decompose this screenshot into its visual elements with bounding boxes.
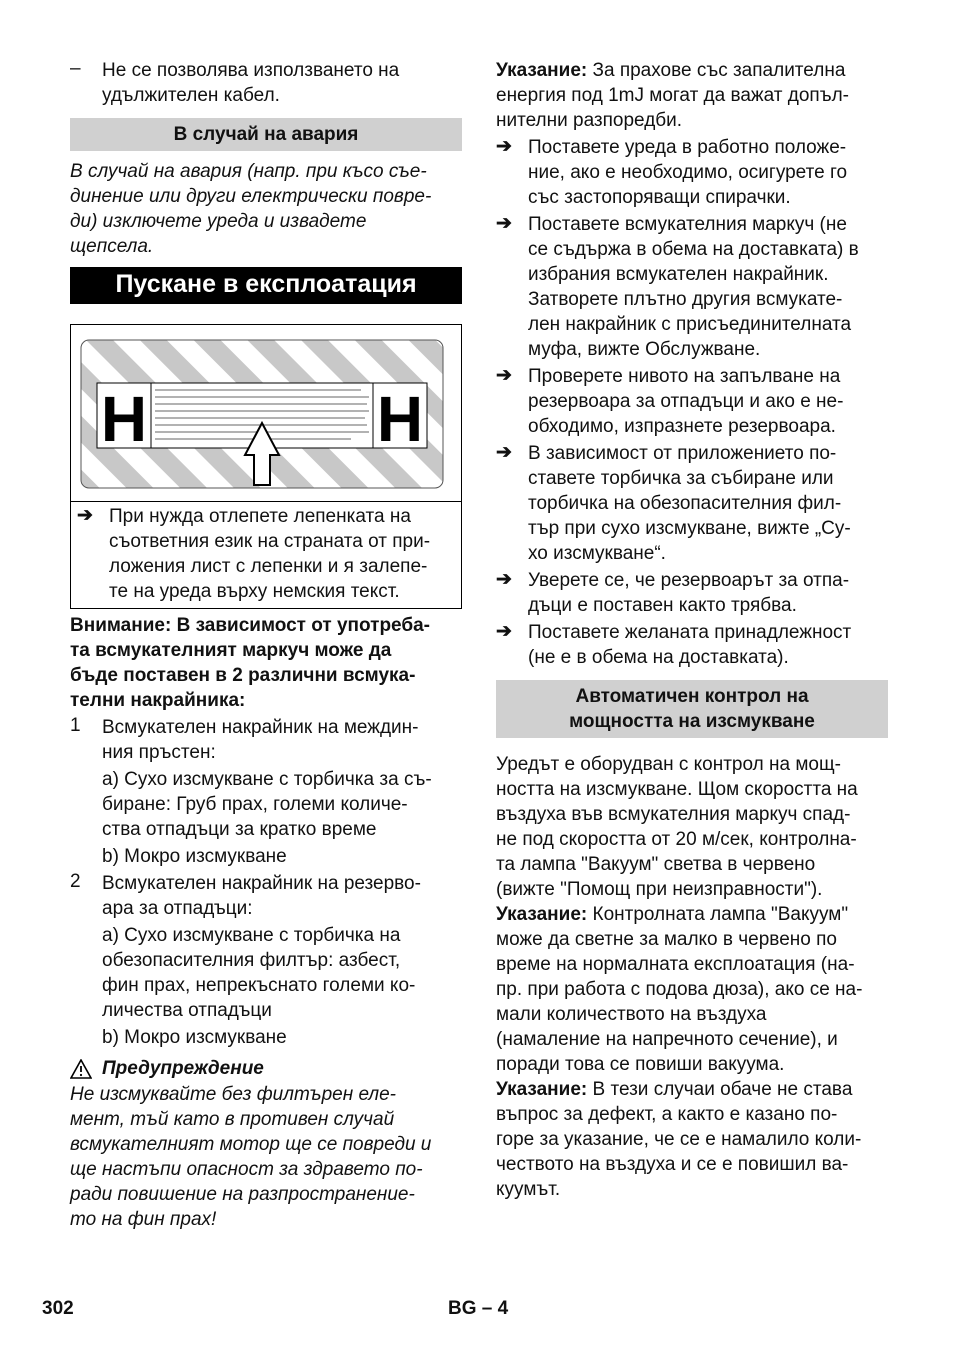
step-item: ➔ Проверете нивото на запълване на резервоара за отпадъци и ако е не- обходимо, изпразнете резервоара. xyxy=(496,365,844,437)
step-item: ➔ Поставете уреда в работно положе- ние, ако е необходимо, осигурете го със застопоряващи спирачки. xyxy=(496,136,848,208)
right-column xyxy=(496,58,888,1202)
arrow-right-icon: ➔ xyxy=(496,136,512,157)
emergency-heading: В случай на авария xyxy=(70,118,462,151)
dash-mark: – xyxy=(70,58,81,79)
section-label: BG – 4 xyxy=(448,1298,509,1319)
note-vacuum-lamp: Указание: Контролната лампа "Вакуум" може да светне за малко в червено по време на нормалната експлоатация (на- пр. при работа с подова дюза), ако се на- мали количеството на въздуха (намаление на напречното сечение), и поради това се повиши вакуума. xyxy=(496,904,863,1075)
arrow-right-icon: ➔ xyxy=(496,213,512,234)
note-ignition-energy: Указание: За прахове със запалителна енергия под 1mJ могат да важат допъл- нителни разпоредби. xyxy=(496,60,850,131)
step-item: ➔ Поставете всмукателния маркуч (не се съдържа в обема на доставката) в избрания всмукателен накрайник. Затворете плътно другия всмукате- лен накрайник с присъединителната муфа, вижте Обслужване. xyxy=(496,213,859,360)
left-column xyxy=(70,58,462,1232)
sticker-box xyxy=(70,324,462,609)
sticker-letter-left: H xyxy=(100,383,148,455)
nozzle-item-2-b: b) Мокро изсмукване xyxy=(102,1027,287,1048)
arrow-right-icon: ➔ xyxy=(496,569,512,590)
sticker-note xyxy=(71,502,461,606)
suction-control-heading: Автоматичен контрол на мощността на изсмукване xyxy=(496,680,888,738)
sticker-letter-right: H xyxy=(376,383,424,455)
nozzle-item-1-b: b) Мокро изсмукване xyxy=(102,846,287,867)
note-no-defect: Указание: В тези случаи обаче не става въпрос за дефект, а както е казано по- горе за указание, че се е намалило коли- чеството на въздуха и се е повишил ва- куумът. xyxy=(496,1079,862,1200)
arrow-right-icon: ➔ xyxy=(77,505,93,526)
sticker-illustration xyxy=(71,325,461,502)
nozzle-item-2: 2 Всмукателен накрайник на резерво- ара за отпадъци: xyxy=(70,871,421,919)
h-class-sticker-image xyxy=(71,325,461,501)
step-item: ➔ Поставете желаната принадлежност (не е в обема на доставката). xyxy=(496,621,852,668)
nozzle-item-1: 1 Всмукателен накрайник на междин- ния пръстен: xyxy=(70,715,419,763)
arrow-right-icon: ➔ xyxy=(496,365,512,386)
emergency-text: В случай на авария (напр. при късо съе- динение или други електрически повре- ди) изключете уреда и извадете щепсела. xyxy=(70,161,432,257)
sticker-note-text: При нужда отлепете лепенката на съответния език на страната от при- ложения лист с лепенки и я залепе- те на уреда върху немския текст. xyxy=(109,506,431,602)
nozzle-item-1-a: a) Сухо изсмукване с торбичка за съ- биране: Груб прах, големи количе- ства отпадъци за кратко време xyxy=(102,769,432,840)
step-item: ➔ Уверете се, че резервоарът за отпа- дъци е поставен както трябва. xyxy=(496,569,850,616)
warning-triangle-icon xyxy=(70,1059,92,1079)
extension-cable-note xyxy=(70,58,462,108)
page-number: 302 xyxy=(42,1298,74,1319)
dash-text: Не се позволява използването на удължителен кабел. xyxy=(102,60,400,106)
nozzle-item-2-a: a) Сухо изсмукване с торбичка на обезопасителния филтър: азбест, фин прах, непрекъснато големи ко- личества отпадъци xyxy=(102,925,416,1021)
startup-heading: Пускане в експлоатация xyxy=(70,267,462,304)
suction-control-text: Уредът е оборудван с контрол на мощ- ността на изсмукване. Щом скоростта на въздуха във всмукателния маркуч спад- не под скоростта от 20 м/сек, контролна- та лампа "Вакуум" светва в червено (вижте "Помощ при неизправности"). xyxy=(496,754,858,900)
step-item: ➔ В зависимост от приложението по- ставете торбичка за събиране или торбичка на обезопасителния фил- тър при сухо изсмукване, вижте „Су- хо изсмукване“. xyxy=(496,442,851,564)
warning-title: Предупреждение xyxy=(70,1058,462,1080)
attention-text: Внимание: В зависимост от употреба- та всмукателният маркуч може да бъде поставен в 2 различни всмука- телни накрайника: xyxy=(70,615,431,711)
arrow-right-icon: ➔ xyxy=(496,442,512,463)
warning-text: Не изсмуквайте без филтърен еле- мент, тъй като в противен случай всмукателният мотор ще се повреди и ще настъпи опасност за здравето по- ради повишение на разпространение- то на фин прах! xyxy=(70,1084,432,1230)
arrow-right-icon: ➔ xyxy=(496,621,512,642)
